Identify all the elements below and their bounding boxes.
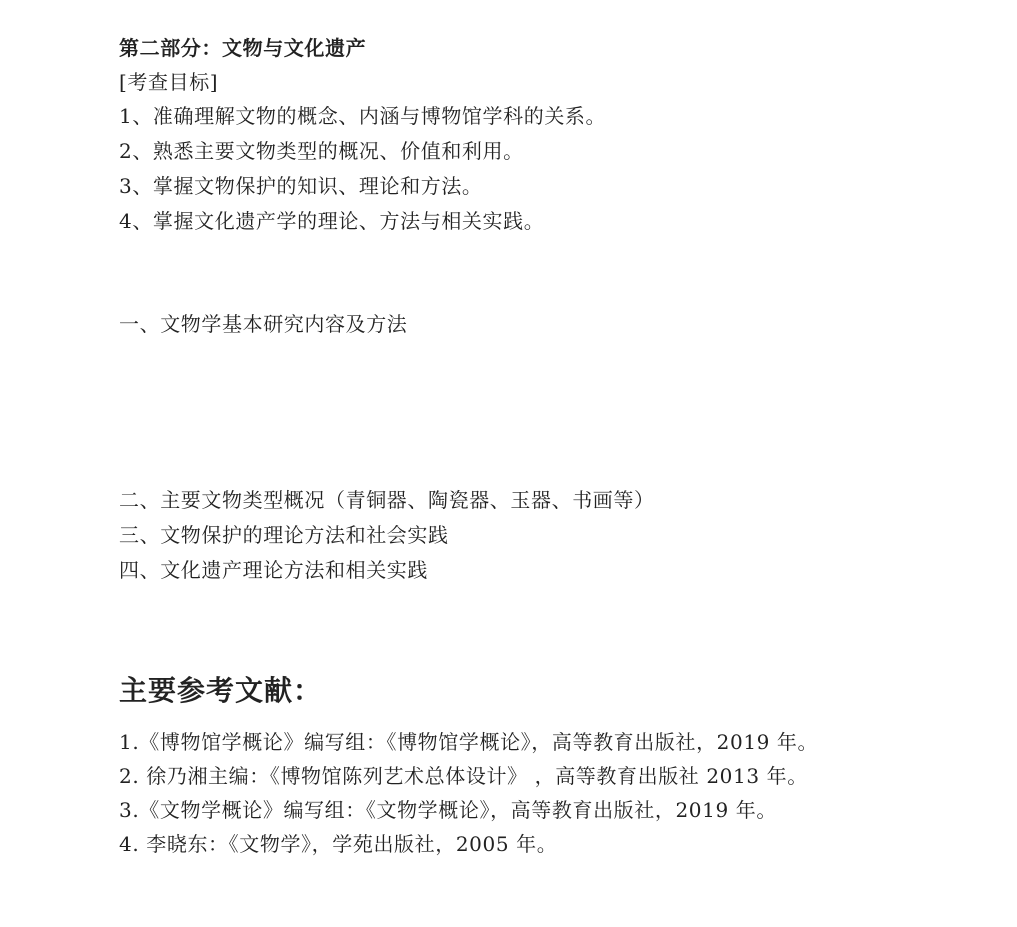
goals-label: [考查目标] [119,70,219,94]
reference-item: 4. 李晓东：《文物学》，学苑出版社，2005 年。 [119,832,558,856]
topic-item: 三、文物保护的理论方法和社会实践 [119,523,449,547]
goal-item: 2、熟悉主要文物类型的概况、价值和利用。 [119,139,524,163]
goal-item: 3、掌握文物保护的知识、理论和方法。 [119,174,483,198]
goal-item: 4、掌握文化遗产学的理论、方法与相关实践。 [119,209,545,233]
part-title: 第二部分：文物与文化遗产 [119,36,367,60]
goal-item: 1、准确理解文物的概念、内涵与博物馆学科的关系。 [119,104,607,128]
reference-item: 3.《文物学概论》编写组：《文物学概论》，高等教育出版社，2019 年。 [119,798,777,822]
references-heading: 主要参考文献： [119,674,323,707]
reference-item: 1.《博物馆学概论》编写组：《博物馆学概论》，高等教育出版社，2019 年。 [119,730,819,754]
topic-item: 一、文物学基本研究内容及方法 [119,312,408,336]
topic-item: 二、主要文物类型概况（青铜器、陶瓷器、玉器、书画等） [119,488,655,512]
reference-item: 2. 徐乃湘主编：《博物馆陈列艺术总体设计》 ，高等教育出版社 2013 年。 [119,764,808,788]
topic-item: 四、文化遗产理论方法和相关实践 [119,558,428,582]
